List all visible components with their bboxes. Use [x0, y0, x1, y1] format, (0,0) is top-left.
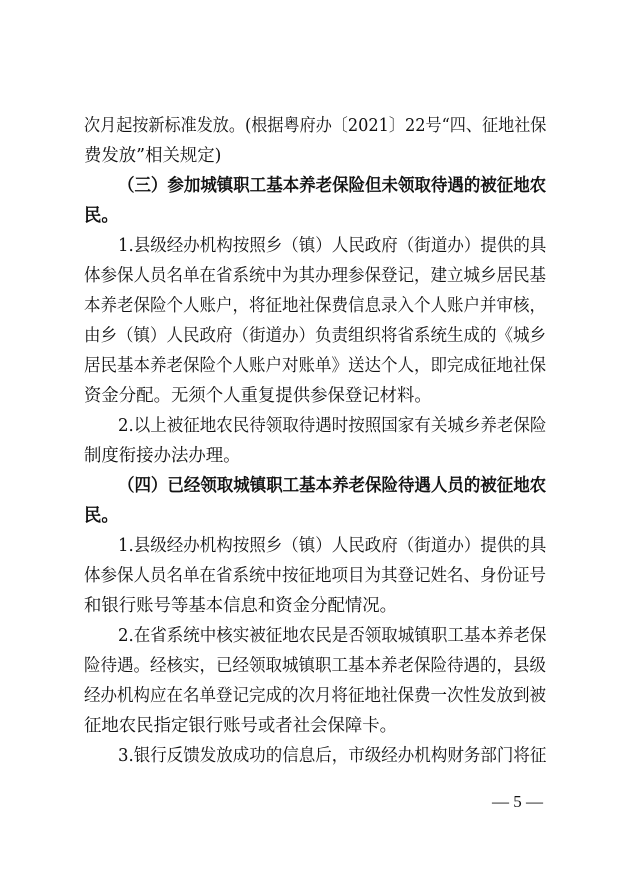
text-line: 资金分配。无须个人重复提供参保登记材料。	[84, 386, 432, 406]
text-line: 1.县级经办机构按照乡（镇）人民政府（街道办）提供的具	[118, 236, 547, 256]
page-number: — 5 —	[492, 792, 543, 811]
text-line: 费发放”相关规定)	[84, 146, 222, 166]
section-heading: （四）已经领取城镇职工基本养老保险待遇人员的被征地农	[118, 476, 547, 496]
text-line: 本养老保险个人账户，将征地社保费信息录入个人账户并审核，	[84, 296, 546, 316]
text-line: 2.以上被征地农民待领取待遇时按照国家有关城乡养老保险	[118, 416, 547, 436]
text-line: 2.在省系统中核实被征地农民是否领取城镇职工基本养老保	[118, 626, 547, 646]
text-line: 3.银行反馈发放成功的信息后，市级经办机构财务部门将征	[118, 746, 547, 766]
section-heading: （三）参加城镇职工基本养老保险但未领取待遇的被征地农	[118, 176, 547, 196]
text-line: 居民基本养老保险个人账户对账单》送达个人，即完成征地社保	[84, 356, 546, 376]
section-heading: 民。	[84, 206, 119, 226]
text-line: 体参保人员名单在省系统中按征地项目为其登记姓名、身份证号	[84, 566, 546, 586]
text-line: 征地农民指定银行账号或者社会保障卡。	[84, 716, 398, 736]
text-line: 险待遇。经核实，已经领取城镇职工基本养老保险待遇的，县级	[84, 656, 546, 676]
text-line: 经办机构应在名单登记完成的次月将征地社保费一次性发放到被	[84, 686, 546, 706]
text-line: 体参保人员名单在省系统中为其办理参保登记，建立城乡居民基	[84, 266, 546, 286]
text-line: 由乡（镇）人民政府（街道办）负责组织将省系统生成的《城乡	[84, 326, 546, 346]
section-heading: 民。	[84, 506, 119, 526]
text-line: 次月起按新标准发放。(根据粤府办〔2021〕22号“四、征地社保	[84, 116, 547, 136]
text-line: 1.县级经办机构按照乡（镇）人民政府（街道办）提供的具	[118, 536, 547, 556]
text-line: 制度衔接办法办理。	[84, 446, 241, 466]
text-line: 和银行账号等基本信息和资金分配情况。	[84, 596, 398, 616]
